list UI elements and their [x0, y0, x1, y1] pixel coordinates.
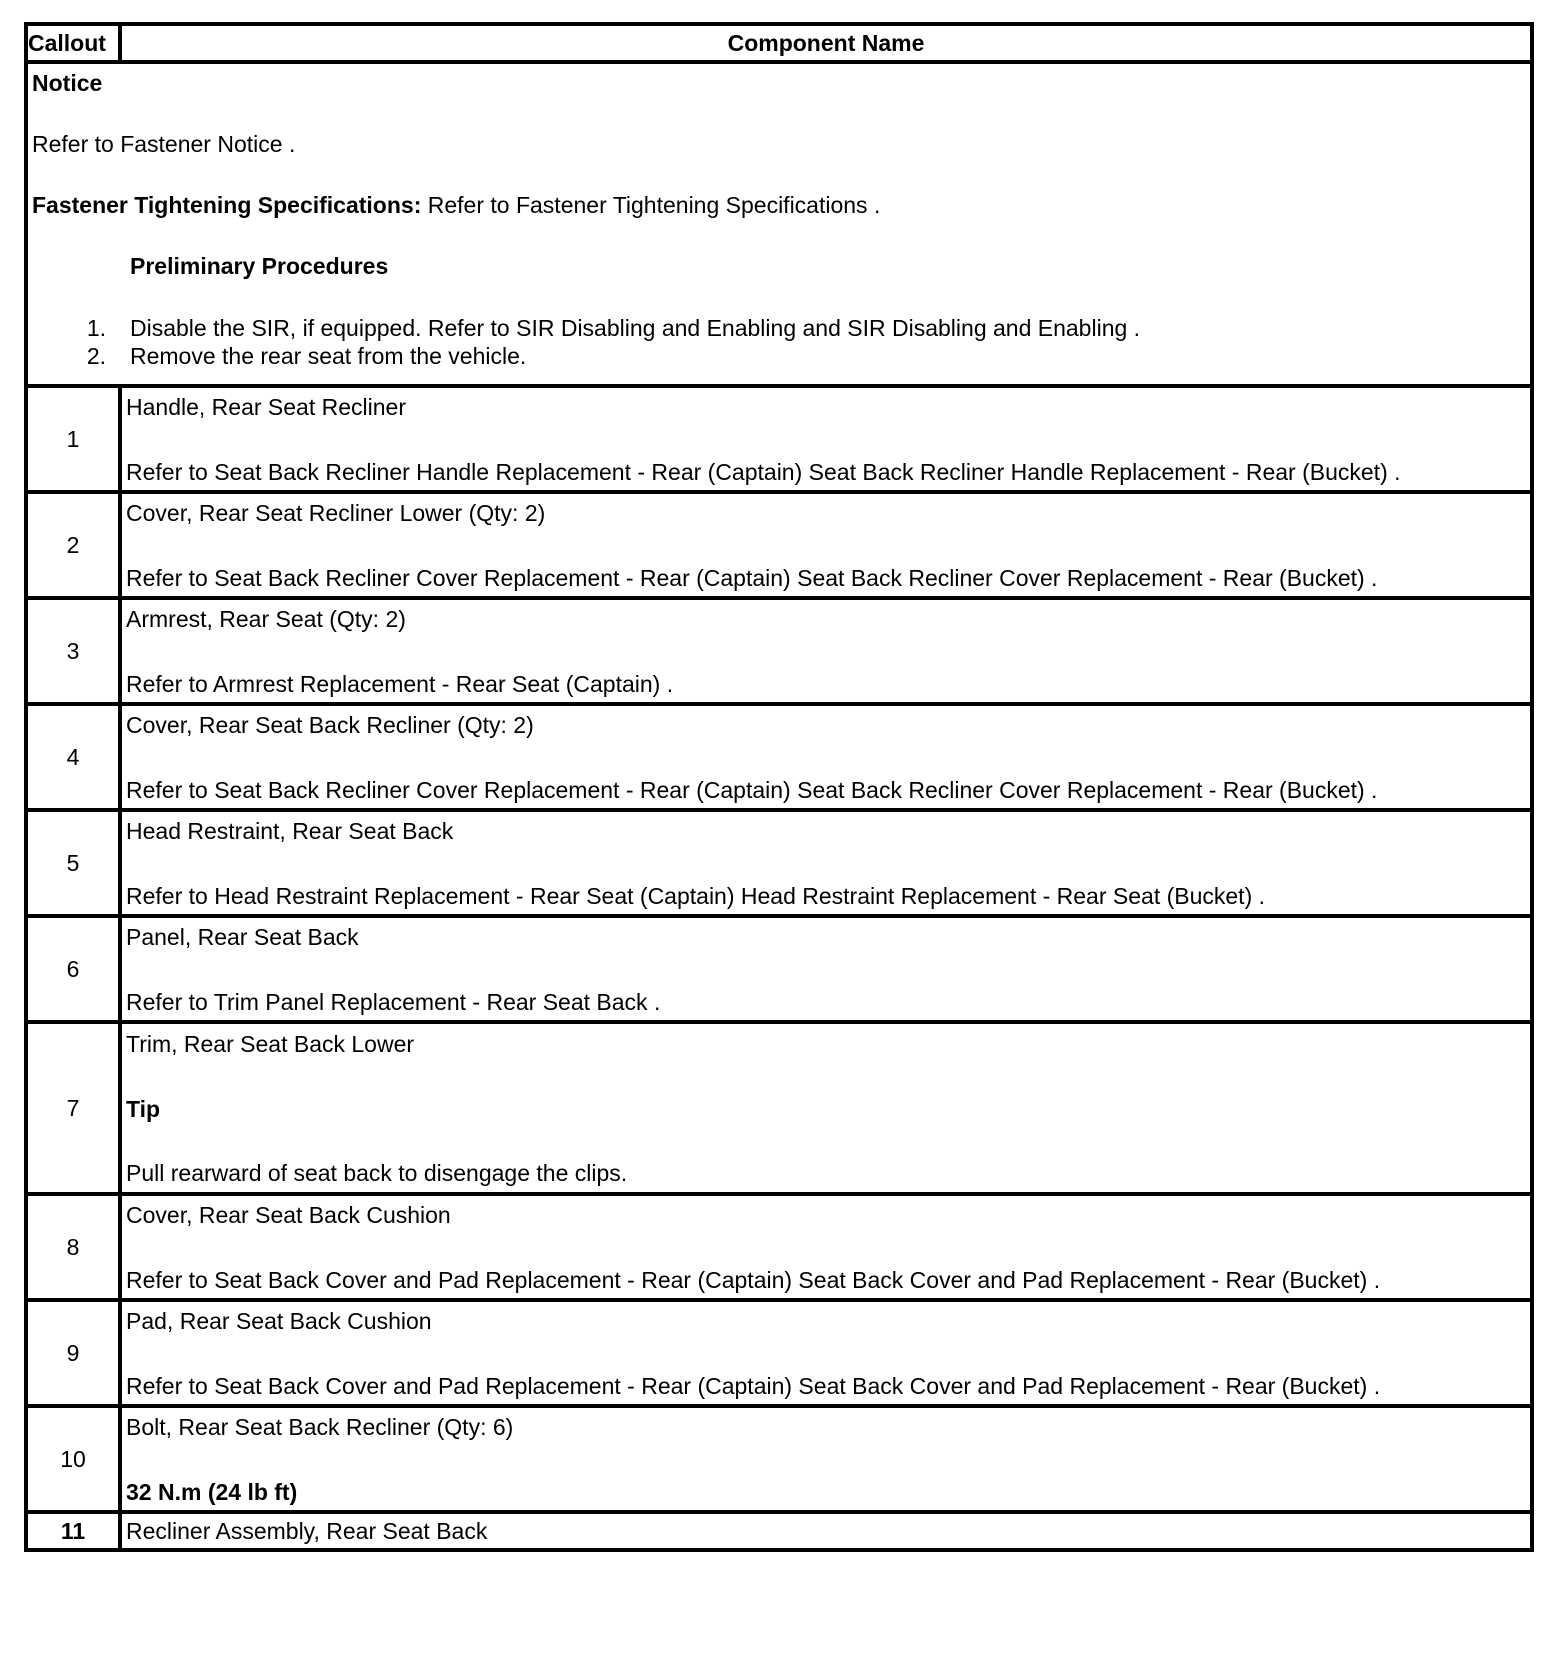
table-row: [26, 386, 1532, 492]
table-header-row: [26, 24, 1532, 62]
component-cell: [120, 492, 1532, 598]
component-name: Bolt, Rear Seat Back Recliner (Qty: 6): [126, 1414, 514, 1440]
fastener-spec-label: Fastener Tightening Specifications:: [32, 192, 422, 218]
fastener-spec-line: [32, 192, 1526, 219]
component-cell: [120, 810, 1532, 916]
step-number: 1.: [86, 315, 106, 341]
table-row: [26, 1300, 1532, 1406]
list-item: [32, 314, 1526, 342]
notice-title: Notice: [32, 70, 103, 96]
component-cell: [120, 1300, 1532, 1406]
component-cell: [120, 916, 1532, 1022]
callout-number: 5: [26, 810, 120, 916]
step-text: Remove the rear seat from the vehicle.: [130, 343, 527, 369]
callout-column-header: Callout: [26, 24, 120, 62]
component-cell: [120, 1406, 1532, 1512]
table-row: [26, 1406, 1532, 1512]
table-row: [26, 598, 1532, 704]
callout-number: 11: [26, 1512, 120, 1550]
component-name: Cover, Rear Seat Back Recliner (Qty: 2): [126, 712, 534, 738]
table-row: [26, 1022, 1532, 1194]
component-cell: [120, 1022, 1532, 1194]
component-cell: [120, 386, 1532, 492]
component-name: Head Restraint, Rear Seat Back: [126, 818, 454, 844]
component-name-column-header: Component Name: [120, 24, 1532, 62]
component-reference-link[interactable]: Refer to Trim Panel Replacement - Rear Seat Back .: [126, 989, 661, 1015]
component-name: Cover, Rear Seat Back Cushion: [126, 1202, 451, 1228]
callout-number: 7: [26, 1022, 120, 1194]
component-name: Armrest, Rear Seat (Qty: 2): [126, 606, 406, 632]
component-cell: [120, 704, 1532, 810]
callout-number: 3: [26, 598, 120, 704]
component-name: Cover, Rear Seat Recliner Lower (Qty: 2): [126, 500, 546, 526]
table-row: [26, 916, 1532, 1022]
table-row: [26, 1194, 1532, 1300]
preliminary-steps-list: [32, 314, 1526, 370]
fastener-notice-link[interactable]: Refer to Fastener Notice .: [32, 131, 296, 157]
component-cell: [120, 598, 1532, 704]
component-name: Trim, Rear Seat Back Lower: [126, 1031, 415, 1057]
step-text[interactable]: Disable the SIR, if equipped. Refer to SIR Disabling and Enabling and SIR Disabling and Enabling .: [130, 315, 1141, 341]
component-reference-link[interactable]: Refer to Seat Back Recliner Cover Replacement - Rear (Captain) Seat Back Recliner Cover Replacement - Rear (Bucket) .: [126, 777, 1378, 803]
callout-number: 8: [26, 1194, 120, 1300]
component-name: Handle, Rear Seat Recliner: [126, 394, 406, 420]
list-item: [32, 342, 1526, 370]
component-cell: [120, 1194, 1532, 1300]
component-reference-link[interactable]: Refer to Seat Back Recliner Cover Replacement - Rear (Captain) Seat Back Recliner Cover Replacement - Rear (Bucket) .: [126, 565, 1378, 591]
table-row: [26, 1512, 1532, 1550]
component-name: Recliner Assembly, Rear Seat Back: [120, 1512, 1532, 1550]
callout-number: 10: [26, 1406, 120, 1512]
component-table: [24, 22, 1534, 1552]
component-name: Panel, Rear Seat Back: [126, 924, 359, 950]
callout-number: 9: [26, 1300, 120, 1406]
component-reference-link[interactable]: Refer to Seat Back Cover and Pad Replacement - Rear (Captain) Seat Back Cover and Pad Replacement - Rear (Bucket) .: [126, 1267, 1381, 1293]
table-row: [26, 704, 1532, 810]
callout-number: 4: [26, 704, 120, 810]
tip-text: Pull rearward of seat back to disengage the clips.: [126, 1160, 628, 1186]
table-row: [26, 810, 1532, 916]
fastener-spec-link[interactable]: Refer to Fastener Tightening Specifications .: [421, 192, 881, 218]
notice-row: [26, 62, 1532, 386]
preliminary-procedures-title: Preliminary Procedures: [130, 253, 389, 279]
callout-number: 1: [26, 386, 120, 492]
component-reference-link[interactable]: Refer to Seat Back Recliner Handle Replacement - Rear (Captain) Seat Back Recliner Handle Replacement - Rear (Bucket) .: [126, 459, 1401, 485]
component-reference-link[interactable]: Refer to Armrest Replacement - Rear Seat (Captain) .: [126, 671, 674, 697]
component-reference-link[interactable]: Refer to Seat Back Cover and Pad Replacement - Rear (Captain) Seat Back Cover and Pad Replacement - Rear (Bucket) .: [126, 1373, 1381, 1399]
step-number: 2.: [86, 343, 106, 369]
notice-cell: [26, 62, 1532, 386]
callout-number: 6: [26, 916, 120, 1022]
component-name: Pad, Rear Seat Back Cushion: [126, 1308, 432, 1334]
tip-label: Tip: [126, 1096, 161, 1122]
callout-number: 2: [26, 492, 120, 598]
torque-spec: 32 N.m (24 lb ft): [126, 1479, 298, 1505]
table-row: [26, 492, 1532, 598]
component-reference-link[interactable]: Refer to Head Restraint Replacement - Rear Seat (Captain) Head Restraint Replacement - Rear Seat (Bucket) .: [126, 883, 1266, 909]
